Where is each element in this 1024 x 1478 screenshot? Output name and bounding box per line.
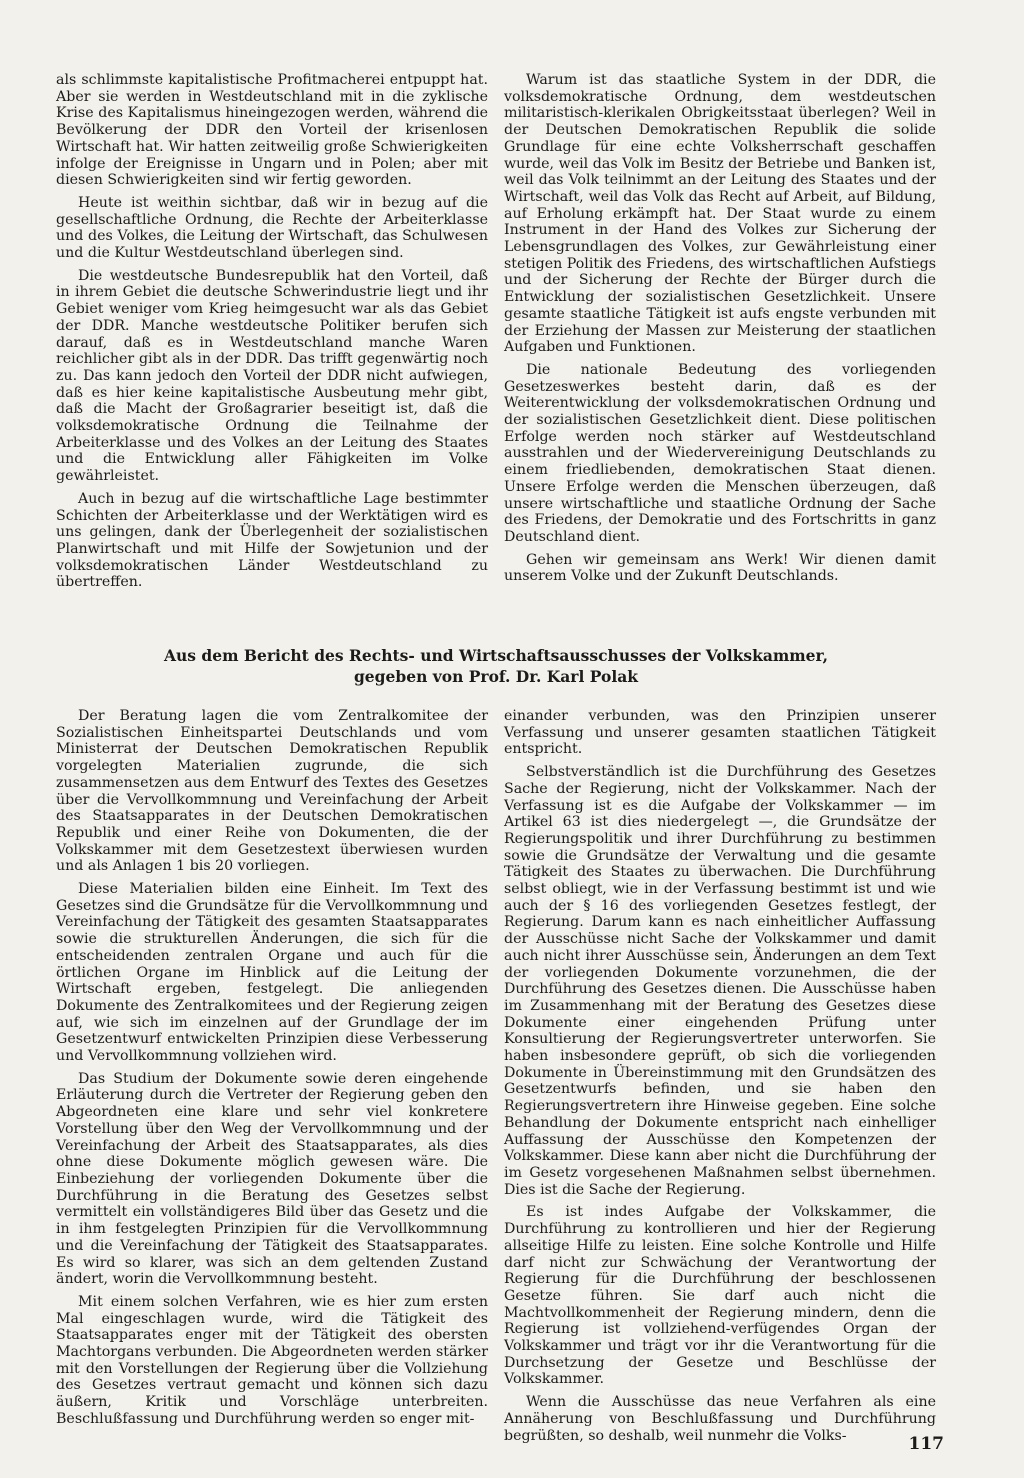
paragraph: Die westdeutsche Bundesrepublik hat den Vorteil, daß in ihrem Gebiet die deutsche Schwerindustrie liegt und ihr Gebiet weniger vom Krieg heimgesucht war als das Gebiet der DDR. Manche westdeutsche Politiker berufen sich darauf, daß es in Westdeutschland manche Waren reichlicher gibt als in der DDR. Das trifft gegenwärtig noch zu. Das kann jedoch den Vorteil der DDR nicht aufwiegen, daß es hier keine kapitalistische Ausbeutung mehr gibt, daß die Macht der Großagrarier beseitigt ist, daß die volksdemokratische Ordnung die Teilnahme der Arbeiterklasse und des Volkes an der Leitung des Staates und die Entwicklung aller Fähigkeiten im Volke gewährleistet.	[56, 267, 488, 485]
paragraph: Warum ist das staatliche System in der DDR, die volksdemokratische Ordnung, dem westdeutschen militaristisch-klerikalen Obrigkeitsstaat überlegen? Weil in der Deutschen Demokratischen Republik die solide Grundlage für eine echte Volksherrschaft geschaffen wurde, weil das Volk im Besitz der Betriebe und Banken ist, weil das Volk teilnimmt an der Leitung des Staates und der Wirtschaft, weil das Volk das Recht auf Arbeit, auf Bildung, auf Erholung erkämpft hat. Der Staat wurde zu einem Instrument in der Hand des Volkes zur Sicherung der Lebensgrundlagen des Volkes, zur Gewährleistung einer stetigen Politik des Friedens, des wirtschaftlichen Aufstiegs und der Sicherung der Rechte der Bürger durch die Entwicklung der sozialistischen Gesetzlichkeit. Unsere gesamte staatliche Tätigkeit ist aufs engste verbunden mit der Erziehung der Massen zur Meisterung der staatlichen Aufgaben und Funktionen.	[504, 72, 936, 356]
paragraph: einander verbunden, was den Prinzipien unserer Verfassung und unserer gesamten staatlichen Tätigkeit entspricht.	[504, 708, 936, 758]
paragraph: Das Studium der Dokumente sowie deren eingehende Erläuterung durch die Vertreter der Regierung geben den Abgeordneten eine klare und sehr viel konkretere Vorstellung über den Weg der Vervollkommnung und der Vereinfachung der Arbeit des Staatsapparates, als dies ohne diese Dokumente möglich gewesen wäre. Die Einbeziehung der vorliegenden Dokumente über die Durchführung in die Beratung des Gesetzes selbst vermittelt ein vollständigeres Bild über das Gesetz und die in ihm festgelegten Prinzipien für die Vervollkommnung und die Vereinfachung der Tätigkeit des Staatsapparates. Es wird so klarer, was sich an dem geltenden Zustand ändert, worin die Vervollkommnung besteht.	[56, 1070, 488, 1288]
paragraph: Mit einem solchen Verfahren, wie es hier zum ersten Mal eingeschlagen wurde, wird die Tätigkeit des Staatsapparates enger mit der Tätigkeit des obersten Machtorgans verbunden. Die Abgeordneten werden stärker mit den Vorstellungen der Regierung über die Vollziehung des Gesetzes vertraut gemacht und können sich dazu äußern, Kritik und Vorschläge unterbreiten. Beschlußfassung und Durchführung werden so enger mit-	[56, 1293, 488, 1427]
paragraph: Der Beratung lagen die vom Zentralkomitee der Sozialistischen Einheitspartei Deutschlands und vom Ministerrat der Deutschen Demokratischen Republik vorgelegten Materialien zugrunde, die sich zusammensetzen aus dem Entwurf des Textes des Gesetzes über die Vervollkommnung und Vereinfachung der Arbeit des Staatsapparates in der Deutschen Demokratischen Republik und einer Reihe von Dokumenten, die der Volkskammer mit dem Gesetzestext überwiesen wurden und als Anlagen 1 bis 20 vorliegen.	[56, 708, 488, 875]
paragraph: Gehen wir gemeinsam ans Werk! Wir dienen damit unserem Volke und der Zukunft Deutschlands.	[504, 551, 936, 585]
section-heading	[56, 645, 936, 687]
bottom-columns	[56, 708, 936, 1450]
top-left-column	[56, 72, 488, 597]
top-right-column	[504, 72, 936, 597]
paragraph: Heute ist weithin sichtbar, daß wir in bezug auf die gesellschaftliche Ordnung, die Rechte der Arbeiterklasse und des Volkes, die Leitung der Wirtschaft, das Schulwesen und die Kultur Westdeutschland überlegen sind.	[56, 194, 488, 262]
page-number: 117	[908, 1434, 944, 1454]
bottom-left-column	[56, 708, 488, 1450]
paragraph: Die nationale Bedeutung des vorliegenden Gesetzeswerkes besteht darin, daß es der Weiterentwicklung der volksdemokratischen Ordnung und der sozialistischen Gesetzlichkeit dient. Diese politischen Erfolge werden noch stärker auf Westdeutschland ausstrahlen und der Wiedervereinigung Deutschlands zu einem friedliebenden, demokratischen Staat dienen. Unsere Erfolge werden die Menschen überzeugen, daß unsere wirtschaftliche und staatliche Ordnung der Sache des Friedens, der Demokratie und des Fortschritts in ganz Deutschland dient.	[504, 361, 936, 545]
paragraph: als schlimmste kapitalistische Profitmacherei entpuppt hat. Aber sie werden in Westdeutschland mit in die zyklische Krise des Kapitalismus hineingezogen werden, während die Bevölkerung der DDR den Vorteil der krisenlosen Wirtschaft hat. Wir hatten zeitweilig große Schwierigkeiten infolge der Ereignisse in Ungarn und in Polen; aber mit diesen Schwierigkeiten sind wir fertig geworden.	[56, 72, 488, 189]
bottom-right-column	[504, 708, 936, 1450]
paragraph: Es ist indes Aufgabe der Volkskammer, die Durchführung zu kontrollieren und hier der Regierung allseitige Hilfe zu leisten. Eine solche Kontrolle und Hilfe darf nicht zur Schwächung der Verantwortung der Regierung für die Durchführung der beschlossenen Gesetze führen. Sie darf auch nicht die Machtvollkommenheit der Regierung mindern, denn die Regierung ist vollziehend-verfügendes Organ der Volkskammer und trägt vor ihr die Verantwortung für die Durchsetzung der Gesetze und Beschlüsse der Volkskammer.	[504, 1204, 936, 1388]
paragraph: Auch in bezug auf die wirtschaftliche Lage bestimmter Schichten der Arbeiterklasse und der Werktätigen wird es uns gelingen, dank der Überlegenheit der sozialistischen Planwirtschaft und mit Hilfe der Sowjetunion und der volksdemokratischen Länder Westdeutschland zu übertreffen.	[56, 490, 488, 591]
paragraph: Wenn die Ausschüsse das neue Verfahren als eine Annäherung von Beschlußfassung und Durchführung begrüßten, so deshalb, weil nunmehr die Volks-	[504, 1394, 936, 1444]
section-heading-line-2: gegeben von Prof. Dr. Karl Polak	[353, 667, 639, 686]
section-heading-line-1: Aus dem Bericht des Rechts- und Wirtschaftsausschusses der Volkskammer,	[164, 646, 828, 665]
paragraph: Diese Materialien bilden eine Einheit. Im Text des Gesetzes sind die Grundsätze für die Vervollkommnung und Vereinfachung der Tätigkeit des gesamten Staatsapparates sowie die strukturellen Änderungen, die sich für die entscheidenden zentralen Organe und auch für die örtlichen Organe im Hinblick auf die Leitung der Wirtschaft ergeben, festgelegt. Die anliegenden Dokumente des Zentralkomitees und der Regierung zeigen auf, wie sich im einzelnen auf der Grundlage der im Gesetzentwurf entwickelten Prinzipien diese Verbesserung und Vervollkommnung vollziehen wird.	[56, 881, 488, 1065]
top-columns	[56, 72, 936, 597]
paragraph: Selbstverständlich ist die Durchführung des Gesetzes Sache der Regierung, nicht der Volkskammer. Nach der Verfassung ist es die Aufgabe der Volkskammer — im Artikel 63 ist dies niedergelegt —, die Grundsätze der Regierungspolitik und ihrer Durchführung zu bestimmen sowie die Grundsätze der Verwaltung und die gesamte Tätigkeit des Staates zu überwachen. Die Durchführung selbst obliegt, wie in der Verfassung bestimmt ist und wie auch der § 16 des vorliegenden Gesetzes festlegt, der Regierung. Darum kann es nach einheitlicher Auffassung der Ausschüsse nicht Sache der Volkskammer und damit auch nicht ihrer Ausschüsse sein, Änderungen an dem Text der vorliegenden Dokumente vorzunehmen, die der Durchführung des Gesetzes dienen. Die Ausschüsse haben im Zusammenhang mit der Beratung des Gesetzes diese Dokumente einer eingehenden Prüfung unter Konsultierung der Regierungsvertreter unterworfen. Sie haben insbesondere geprüft, ob sich die vorliegenden Dokumente in Übereinstimmung mit den Grundsätzen des Gesetzentwurfs befinden, und sie haben den Regierungsvertretern ihre Hinweise gegeben. Eine solche Behandlung der Dokumente entspricht nach einhelliger Auffassung der Ausschüsse den Kompetenzen der Volkskammer. Diese kann aber nicht die Durchführung der im Gesetz vorgesehenen Maßnahmen selbst übernehmen. Dies ist die Sache der Regierung.	[504, 764, 936, 1198]
